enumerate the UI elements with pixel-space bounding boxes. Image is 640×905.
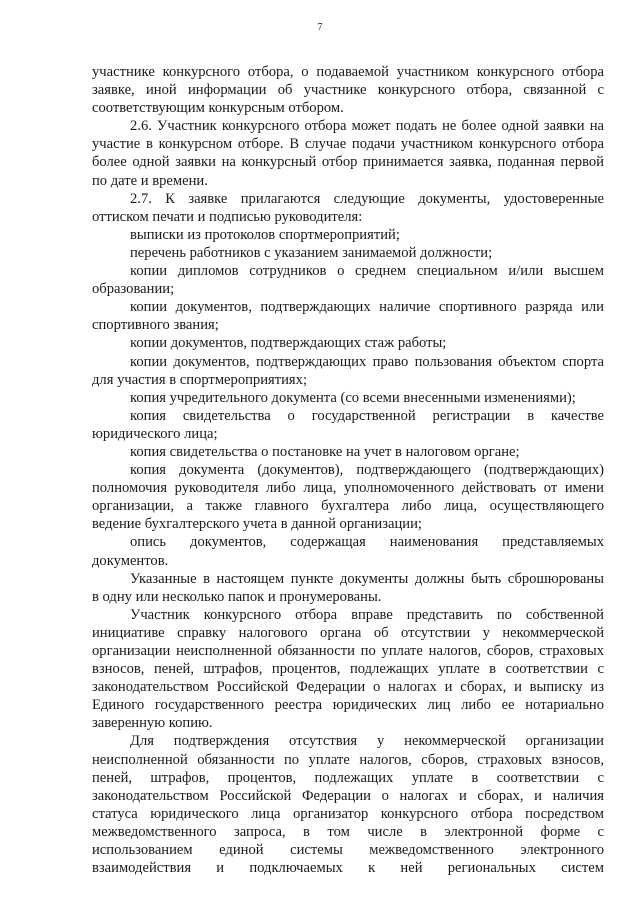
text-line: взаимодействия и подключаемых к ней региональных систем (92, 860, 604, 877)
text-line: законодательством Российской Федерации о налогах и сборах, и наличия (92, 787, 604, 804)
text-line: 2.6. Участник конкурсного отбора может подать не более одной заявки на (130, 118, 604, 135)
text-line: заверенную копию. (92, 715, 213, 732)
text-line: участие в конкурсном отборе. В случае подачи участником конкурсного отбора (92, 136, 604, 153)
text-line: опись документов, содержащая наименования представляемых (130, 534, 604, 551)
text-line: организации неисполненной обязанности по уплате налогов, сборов, страховых (92, 643, 604, 659)
text-line: организации, а также главного бухгалтера либо лица, осуществляющего (92, 498, 604, 515)
text-line: копии документов, подтверждающих стаж работы; (130, 335, 447, 352)
text-line: Участник конкурсного отбора вправе представить по собственной (130, 606, 604, 623)
text-line: документов. (92, 552, 169, 569)
text-line: ведение бухгалтерского учета в данной организации; (92, 516, 422, 533)
text-line: Единого государственного реестра юридических лиц либо ее нотариально (92, 697, 604, 714)
text-line: использованием единой системы межведомственного электронного (92, 842, 604, 859)
text-line: межведомственного запроса, в том числе в электронной форме с (92, 823, 604, 840)
text-line: взносов, пеней, штрафов, процентов, подлежащих уплате в соответствии с (92, 661, 604, 678)
text-line: полномочия руководителя либо лица, уполномоченного действовать от имени (92, 480, 604, 497)
text-line: более одной заявки на конкурсный отбор принимается заявка, поданная первой (92, 154, 604, 171)
text-line: копии документов, подтверждающих наличие спортивного разряда или (130, 299, 604, 316)
text-line: Указанные в настоящем пункте документы должны быть сброшюрованы (130, 570, 604, 587)
text-line: статуса юридического лица организатор конкурсного отбора посредством (92, 805, 604, 822)
text-line: копия свидетельства о государственной регистрации в качестве (130, 407, 604, 424)
text-line: пеней, штрафов, процентов, подлежащих уплате в соответствии с (92, 769, 604, 786)
text-line: законодательством Российской Федерации о налогах и сборах, и выписку из (92, 679, 604, 696)
text-line: юридического лица; (92, 425, 218, 442)
text-line: копия свидетельства о постановке на учет в налоговом органе; (130, 443, 520, 460)
text-line: копии дипломов сотрудников о среднем специальном и/или высшем (130, 263, 604, 280)
text-line: копия документа (документов), подтверждающего (подтверждающих) (130, 462, 604, 479)
text-line: участнике конкурсного отбора, о подаваемой участником конкурсного отбора (92, 64, 604, 80)
text-line: оттиском печати и подписью руководителя: (92, 208, 363, 225)
text-line: инициативе справку налогового органа об отсутствии у некоммерческой (92, 624, 604, 641)
text-line: по дате и времени. (92, 172, 208, 189)
text-line: перечень работников с указанием занимаемой должности; (130, 244, 493, 261)
text-line: 2.7. К заявке прилагаются следующие документы, удостоверенные (130, 190, 604, 207)
text-line: спортивного звания; (92, 317, 219, 334)
document-body (92, 63, 604, 877)
text-line: неисполненной обязанности по уплате налогов, сборов, страховых взносов, (92, 751, 604, 768)
text-line: копии документов, подтверждающих право пользования объектом спорта (130, 353, 604, 370)
text-line: для участия в спортмероприятиях; (92, 371, 308, 388)
text-line: Для подтверждения отсутствия у некоммерческой организации (130, 733, 604, 750)
text-line: копия учредительного документа (со всеми внесенными изменениями); (130, 389, 576, 406)
page-number: 7 (317, 22, 323, 33)
text-line: соответствующим конкурсным отбором. (92, 100, 344, 117)
text-line: образовании; (92, 281, 175, 298)
text-line: выписки из протоколов спортмероприятий; (130, 226, 400, 243)
text-line: в одну или несколько папок и пронумерованы. (92, 588, 382, 605)
text-line: заявке, иной информации об участнике конкурсного отбора, связанной с (92, 82, 604, 99)
